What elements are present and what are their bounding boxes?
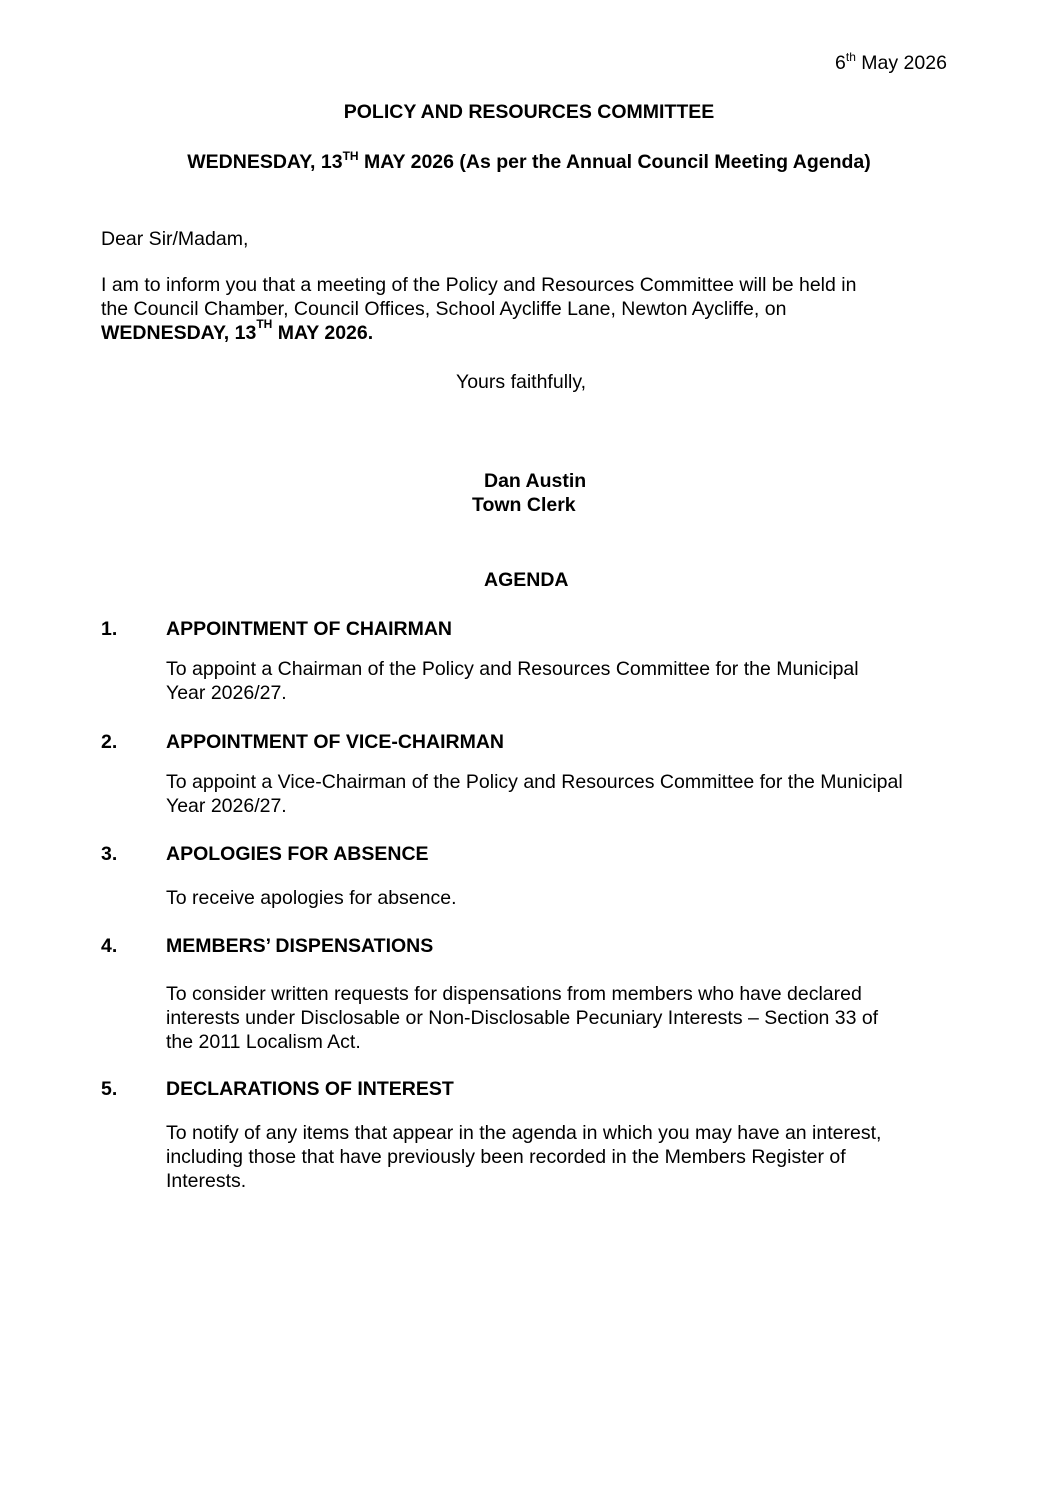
intro-line-1: I am to inform you that a meeting of the Policy and Resources Committee will be held in (101, 274, 857, 296)
signatory-role: Town Clerk (472, 494, 576, 516)
agenda-item-number: 1. (101, 618, 118, 640)
agenda-item-number: 4. (101, 935, 118, 957)
salutation: Dear Sir/Madam, (101, 228, 249, 250)
agenda-item-body: To appoint a Chairman of the Policy and Resources Committee for the Municipal Year 2026/27. (166, 658, 859, 704)
signatory-name: Dan Austin (484, 470, 587, 492)
intro-line-3: WEDNESDAY, 13TH MAY 2026. (101, 317, 374, 344)
agenda-item-number: 3. (101, 843, 118, 865)
agenda-item-title: MEMBERS’ DISPENSATIONS (166, 935, 434, 957)
committee-title: POLICY AND RESOURCES COMMITTEE (343, 101, 715, 123)
meeting-date-line: WEDNESDAY, 13TH MAY 2026 (As per the Annual Council Meeting Agenda) (187, 149, 871, 173)
agenda-item-body: To notify of any items that appear in the agenda in which you may have an interest, including those that have previously been recorded in the Members Register of Interests. (166, 1122, 882, 1192)
agenda-heading: AGENDA (484, 569, 569, 591)
agenda-item-body: To receive apologies for absence. (166, 887, 457, 909)
closing: Yours faithfully, (456, 371, 587, 393)
letter-date: 6th May 2026 (835, 50, 947, 74)
agenda-item-title: APPOINTMENT OF VICE-CHAIRMAN (166, 731, 504, 753)
intro-line-2: the Council Chamber, Council Offices, School Aycliffe Lane, Newton Aycliffe, on (101, 298, 787, 320)
agenda-item-body: To consider written requests for dispensations from members who have declared interests under Disclosable or Non-Disclosable Pecuniary Interests – Section 33 of the 2011 Localism Act. (166, 983, 879, 1053)
agenda-item-body: To appoint a Vice-Chairman of the Policy and Resources Committee for the Municipal Year 2026/27. (166, 771, 903, 817)
agenda-item-number: 5. (101, 1078, 118, 1100)
intro-paragraph (101, 273, 856, 345)
agenda-item-number: 2. (101, 731, 118, 753)
agenda-item-title: DECLARATIONS OF INTEREST (166, 1078, 454, 1100)
agenda-item-title: APOLOGIES FOR ABSENCE (166, 843, 429, 865)
agenda-item-title: APPOINTMENT OF CHAIRMAN (166, 618, 452, 640)
